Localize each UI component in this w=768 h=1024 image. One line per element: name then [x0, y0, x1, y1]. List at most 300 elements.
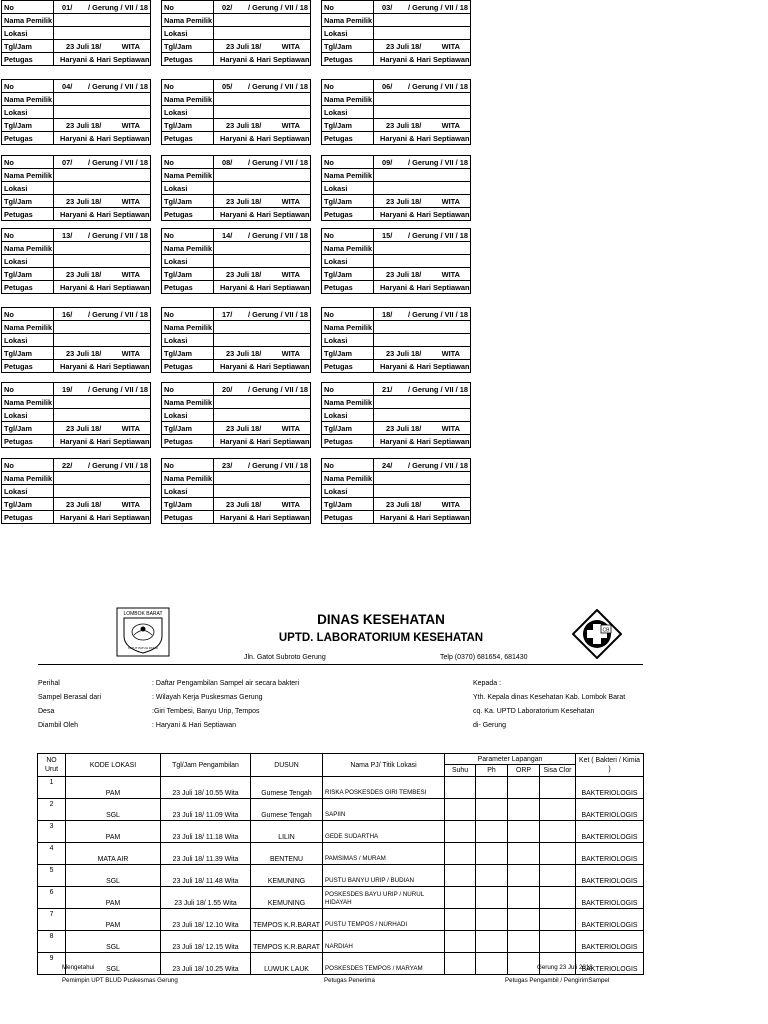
label-key: Tgl/Jam: [2, 268, 54, 281]
label-key: Lokasi: [162, 255, 214, 268]
label-date: 23 Juli 18/: [226, 41, 262, 51]
label-key: Tgl/Jam: [2, 195, 54, 208]
row-no: 2: [38, 799, 66, 821]
label-timezone: WITA: [281, 348, 300, 358]
row-suhu: [445, 843, 476, 865]
label-number-suffix: / Gerung / VII / 18: [88, 384, 148, 394]
label-key: Nama Pemilik: [162, 14, 214, 27]
row-suhu: [445, 865, 476, 887]
row-dusun: TEMPOS K.R.BARAT: [251, 909, 323, 931]
recipient-line: di- Gerung: [473, 722, 507, 729]
label-key: Nama Pemilik: [162, 93, 214, 106]
row-ket: BAKTERIOLOGIS: [576, 777, 644, 799]
col-nama: Nama PJ/ Titik Lokasi: [323, 754, 445, 777]
label-officer: Haryani & Hari Septiawan: [220, 436, 310, 446]
label-officer: Haryani & Hari Septiawan: [60, 282, 150, 292]
label-key: Lokasi: [322, 485, 374, 498]
row-orp: [508, 887, 540, 909]
label-date: 23 Juli 18/: [66, 269, 102, 279]
row-suhu: [445, 777, 476, 799]
label-key: No: [322, 308, 374, 321]
label-key: Nama Pemilik: [322, 93, 374, 106]
row-ket: BAKTERIOLOGIS: [576, 953, 644, 975]
row-kode: PAM: [66, 777, 161, 799]
label-key: Nama Pemilik: [162, 242, 214, 255]
row-tgl: 23 Juli 18/ 10.55 Wita: [161, 777, 251, 799]
label-number-suffix: / Gerung / VII / 18: [248, 2, 308, 12]
label-key: Petugas: [162, 281, 214, 294]
label-timezone: WITA: [121, 499, 140, 509]
label-officer: Haryani & Hari Septiawan: [60, 512, 150, 522]
row-orp: [508, 909, 540, 931]
label-key: Nama Pemilik: [2, 14, 54, 27]
label-timezone: WITA: [121, 196, 140, 206]
row-sisa: [540, 887, 576, 909]
meta-labels: [38, 677, 101, 733]
col-kode: KODE LOKASI: [66, 754, 161, 777]
row-sisa: [540, 931, 576, 953]
label-key: Nama Pemilik: [162, 321, 214, 334]
meta-label: Diambil Oleh: [38, 722, 79, 729]
label-key: No: [322, 383, 374, 396]
row-tgl: 23 Juli 18/ 12.10 Wita: [161, 909, 251, 931]
row-ket: BAKTERIOLOGIS: [576, 799, 644, 821]
label-date: 23 Juli 18/: [386, 269, 422, 279]
table-row: [38, 843, 644, 865]
label-date: 23 Juli 18/: [66, 41, 102, 51]
label-key: Petugas: [2, 208, 54, 221]
label-key: Tgl/Jam: [2, 119, 54, 132]
label-key: Nama Pemilik: [2, 169, 54, 182]
sample-label-card: [321, 307, 471, 373]
row-nama: GEDE SUDARTHA: [323, 821, 445, 843]
label-key: Tgl/Jam: [162, 422, 214, 435]
sample-label-card: [1, 79, 151, 145]
label-key: No: [162, 459, 214, 472]
row-nama: NARDIAH: [323, 931, 445, 953]
label-timezone: WITA: [281, 41, 300, 51]
label-key: Lokasi: [2, 182, 54, 195]
label-number: 16/: [62, 309, 73, 319]
receiver-signature-label: Petugas Penerima: [324, 977, 375, 984]
row-tgl: 23 Juli 18/ 11.18 Wita: [161, 821, 251, 843]
label-number-suffix: / Gerung / VII / 18: [408, 309, 468, 319]
sample-label-card: [161, 0, 311, 66]
label-number: 05/: [222, 81, 233, 91]
label-timezone: WITA: [281, 120, 300, 130]
label-key: No: [2, 156, 54, 169]
row-kode: MATA AIR: [66, 843, 161, 865]
label-key: Petugas: [322, 132, 374, 145]
row-orp: [508, 799, 540, 821]
meta-value: :Giri Tembesi, Banyu Urip, Tempos: [152, 708, 260, 715]
label-date: 23 Juli 18/: [386, 423, 422, 433]
label-key: Tgl/Jam: [322, 347, 374, 360]
sample-label-card: [1, 307, 151, 373]
label-number: 14/: [222, 230, 233, 240]
label-key: Petugas: [2, 435, 54, 448]
row-kode: SGL: [66, 799, 161, 821]
row-dusun: TEMPOS K.R.BARAT: [251, 931, 323, 953]
label-key: Petugas: [2, 360, 54, 373]
label-officer: Haryani & Hari Septiawan: [220, 133, 310, 143]
col-param: Parameter Lapangan: [445, 754, 576, 765]
label-number: 03/: [382, 2, 393, 12]
label-key: Lokasi: [2, 27, 54, 40]
row-suhu: [445, 909, 476, 931]
label-key: Tgl/Jam: [2, 422, 54, 435]
label-number-suffix: / Gerung / VII / 18: [88, 309, 148, 319]
row-sisa: [540, 865, 576, 887]
recipient-block: [473, 677, 625, 733]
row-sisa: [540, 799, 576, 821]
label-officer: Haryani & Hari Septiawan: [60, 361, 150, 371]
label-number-suffix: / Gerung / VII / 18: [408, 230, 468, 240]
row-ket: BAKTERIOLOGIS: [576, 931, 644, 953]
row-dusun: LILIN: [251, 821, 323, 843]
sample-label-card: [1, 382, 151, 448]
label-key: Lokasi: [2, 334, 54, 347]
row-ph: [476, 909, 508, 931]
recipient-line: Yth. Kepala dinas Kesehatan Kab. Lombok Barat: [473, 694, 626, 701]
label-key: Tgl/Jam: [162, 40, 214, 53]
label-key: Nama Pemilik: [2, 396, 54, 409]
label-timezone: WITA: [441, 423, 460, 433]
label-officer: Haryani & Hari Septiawan: [380, 54, 470, 64]
label-key: Lokasi: [322, 106, 374, 119]
label-key: No: [322, 229, 374, 242]
label-timezone: WITA: [441, 120, 460, 130]
label-officer: Haryani & Hari Septiawan: [220, 209, 310, 219]
meta-label: Sampel Berasal dari: [38, 694, 102, 701]
label-timezone: WITA: [281, 423, 300, 433]
label-number-suffix: / Gerung / VII / 18: [408, 460, 468, 470]
row-suhu: [445, 821, 476, 843]
label-key: No: [322, 459, 374, 472]
label-timezone: WITA: [121, 41, 140, 51]
label-key: Nama Pemilik: [322, 169, 374, 182]
label-number: 13/: [62, 230, 73, 240]
label-key: No: [162, 80, 214, 93]
label-key: Petugas: [162, 435, 214, 448]
row-no: 5: [38, 865, 66, 887]
row-tgl: 23 Juli 18/ 11.39 Wita: [161, 843, 251, 865]
label-key: No: [2, 383, 54, 396]
label-key: No: [2, 229, 54, 242]
sample-label-card: [161, 79, 311, 145]
label-number: 23/: [222, 460, 233, 470]
row-kode: PAM: [66, 909, 161, 931]
label-key: Tgl/Jam: [162, 119, 214, 132]
meta-label: Desa: [38, 708, 55, 715]
col-ph: Ph: [476, 765, 508, 777]
label-key: Nama Pemilik: [322, 321, 374, 334]
table-row: [38, 865, 644, 887]
row-no: 1: [38, 777, 66, 799]
label-number-suffix: / Gerung / VII / 18: [248, 81, 308, 91]
label-key: Lokasi: [2, 255, 54, 268]
row-nama: POSKESDES BAYU URIP / NURUL HIDAYAH: [323, 887, 445, 909]
label-key: Lokasi: [322, 255, 374, 268]
label-timezone: WITA: [281, 499, 300, 509]
meta-value: : Wilayah Kerja Puskesmas Gerung: [152, 694, 263, 701]
label-number-suffix: / Gerung / VII / 18: [248, 157, 308, 167]
label-key: No: [2, 308, 54, 321]
label-timezone: WITA: [121, 348, 140, 358]
row-dusun: BENTENU: [251, 843, 323, 865]
label-number-suffix: / Gerung / VII / 18: [408, 384, 468, 394]
label-key: Nama Pemilik: [2, 321, 54, 334]
row-nama: PUSTU TEMPOS / NURHADI: [323, 909, 445, 931]
label-number: 07/: [62, 157, 73, 167]
sample-label-card: [161, 458, 311, 524]
label-key: Tgl/Jam: [162, 498, 214, 511]
row-no: 3: [38, 821, 66, 843]
label-date: 23 Juli 18/: [66, 348, 102, 358]
row-dusun: LUWUK LAUK: [251, 953, 323, 975]
row-no: 8: [38, 931, 66, 953]
header-divider: [38, 664, 643, 665]
label-key: Petugas: [2, 53, 54, 66]
row-suhu: [445, 887, 476, 909]
label-key: Petugas: [162, 360, 214, 373]
recipient-line: cq. Ka. UPTD Laboratorium Kesehatan: [473, 708, 595, 715]
row-kode: PAM: [66, 887, 161, 909]
row-ph: [476, 953, 508, 975]
row-kode: SGL: [66, 931, 161, 953]
label-timezone: WITA: [121, 269, 140, 279]
label-officer: Haryani & Hari Septiawan: [380, 436, 470, 446]
meta-value: : Haryani & Hari Septiawan: [152, 722, 237, 729]
label-key: No: [162, 383, 214, 396]
label-key: No: [162, 156, 214, 169]
label-key: Lokasi: [322, 182, 374, 195]
label-number: 02/: [222, 2, 233, 12]
label-number: 19/: [62, 384, 73, 394]
label-number-suffix: / Gerung / VII / 18: [88, 157, 148, 167]
table-row: [38, 777, 644, 799]
label-key: Tgl/Jam: [322, 498, 374, 511]
logo-motto: PATUT PATUH PATJU: [128, 646, 158, 650]
label-key: Petugas: [322, 360, 374, 373]
label-date: 23 Juli 18/: [226, 423, 262, 433]
label-officer: Haryani & Hari Septiawan: [220, 282, 310, 292]
label-number-suffix: / Gerung / VII / 18: [408, 81, 468, 91]
label-key: No: [2, 1, 54, 14]
label-number: 04/: [62, 81, 73, 91]
letterhead: [116, 607, 646, 662]
label-key: Petugas: [2, 511, 54, 524]
label-key: Petugas: [322, 435, 374, 448]
label-key: Petugas: [162, 511, 214, 524]
row-ph: [476, 931, 508, 953]
label-officer: Haryani & Hari Septiawan: [60, 209, 150, 219]
label-number-suffix: / Gerung / VII / 18: [88, 460, 148, 470]
label-date: 23 Juli 18/: [66, 423, 102, 433]
sample-label-card: [161, 228, 311, 294]
row-orp: [508, 865, 540, 887]
unit-title: UPTD. LABORATORIUM KESEHATAN: [278, 632, 484, 644]
row-suhu: [445, 799, 476, 821]
table-row: [38, 909, 644, 931]
label-key: Lokasi: [162, 409, 214, 422]
row-suhu: [445, 953, 476, 975]
col-suhu: Suhu: [445, 765, 476, 777]
sample-label-card: [321, 155, 471, 221]
label-key: No: [322, 156, 374, 169]
sample-label-card: [321, 228, 471, 294]
row-tgl: 23 Juli 18/ 1.55 Wita: [161, 887, 251, 909]
label-number: 18/: [382, 309, 393, 319]
row-ket: BAKTERIOLOGIS: [576, 887, 644, 909]
label-key: No: [322, 80, 374, 93]
label-number: 17/: [222, 309, 233, 319]
label-officer: Haryani & Hari Septiawan: [60, 133, 150, 143]
sample-label-card: [1, 155, 151, 221]
row-ph: [476, 799, 508, 821]
label-key: Lokasi: [162, 27, 214, 40]
row-kode: SGL: [66, 953, 161, 975]
label-key: Nama Pemilik: [322, 14, 374, 27]
label-key: Lokasi: [322, 409, 374, 422]
agency-title: DINAS KESEHATAN: [317, 612, 445, 627]
address: Jln. Gatot Subroto Gerung: [244, 654, 326, 661]
label-number-suffix: / Gerung / VII / 18: [248, 384, 308, 394]
label-key: Nama Pemilik: [2, 242, 54, 255]
known-label: Mengetahui: [62, 964, 95, 971]
label-number: 15/: [382, 230, 393, 240]
row-no: 4: [38, 843, 66, 865]
label-key: Petugas: [322, 281, 374, 294]
label-key: Nama Pemilik: [322, 242, 374, 255]
label-key: Nama Pemilik: [162, 472, 214, 485]
label-key: No: [322, 1, 374, 14]
label-key: Lokasi: [162, 334, 214, 347]
label-key: Tgl/Jam: [2, 347, 54, 360]
row-ket: BAKTERIOLOGIS: [576, 909, 644, 931]
row-tgl: 23 Juli 18/ 12.15 Wita: [161, 931, 251, 953]
label-officer: Haryani & Hari Septiawan: [380, 361, 470, 371]
label-date: 23 Juli 18/: [386, 41, 422, 51]
label-number-suffix: / Gerung / VII / 18: [88, 230, 148, 240]
sample-label-card: [321, 0, 471, 66]
label-number: 08/: [222, 157, 233, 167]
label-officer: Haryani & Hari Septiawan: [60, 54, 150, 64]
meta-label: Perihal: [38, 680, 60, 687]
label-officer: Haryani & Hari Septiawan: [220, 512, 310, 522]
row-nama: PAMSIMAS / MURAM: [323, 843, 445, 865]
label-key: Petugas: [322, 511, 374, 524]
label-timezone: WITA: [281, 269, 300, 279]
label-key: Nama Pemilik: [162, 169, 214, 182]
label-timezone: WITA: [281, 196, 300, 206]
logo-text: LOMBOK BARAT: [123, 611, 163, 617]
label-key: Lokasi: [322, 334, 374, 347]
label-timezone: WITA: [441, 41, 460, 51]
col-dusun: DUSUN: [251, 754, 323, 777]
sample-label-card: [161, 382, 311, 448]
label-key: Tgl/Jam: [2, 40, 54, 53]
label-timezone: WITA: [441, 269, 460, 279]
label-number: 09/: [382, 157, 393, 167]
row-sisa: [540, 843, 576, 865]
label-timezone: WITA: [121, 120, 140, 130]
sample-label-card: [1, 458, 151, 524]
row-dusun: Gumese Tengah: [251, 799, 323, 821]
label-date: 23 Juli 18/: [386, 499, 422, 509]
recipient-line: Kepada :: [473, 680, 502, 687]
label-key: Tgl/Jam: [162, 268, 214, 281]
label-officer: Haryani & Hari Septiawan: [220, 54, 310, 64]
label-number-suffix: / Gerung / VII / 18: [248, 230, 308, 240]
label-key: Petugas: [162, 208, 214, 221]
row-tgl: 23 Juli 18/ 10.25 Wita: [161, 953, 251, 975]
row-ket: BAKTERIOLOGIS: [576, 865, 644, 887]
row-sisa: [540, 821, 576, 843]
label-date: 23 Juli 18/: [226, 196, 262, 206]
label-date: 23 Juli 18/: [226, 269, 262, 279]
label-number: 06/: [382, 81, 393, 91]
row-ph: [476, 865, 508, 887]
row-no: 7: [38, 909, 66, 931]
label-key: Lokasi: [322, 27, 374, 40]
label-key: Lokasi: [2, 409, 54, 422]
label-key: Petugas: [322, 53, 374, 66]
label-officer: Haryani & Hari Septiawan: [380, 209, 470, 219]
label-number-suffix: / Gerung / VII / 18: [248, 309, 308, 319]
row-orp: [508, 821, 540, 843]
row-kode: PAM: [66, 821, 161, 843]
row-no: 6: [38, 887, 66, 909]
label-key: Petugas: [2, 281, 54, 294]
label-date: 23 Juli 18/: [226, 348, 262, 358]
label-date: 23 Juli 18/: [66, 196, 102, 206]
label-date: 23 Juli 18/: [226, 120, 262, 130]
sample-label-card: [1, 0, 151, 66]
health-cross-logo: [572, 609, 622, 659]
label-date: 23 Juli 18/: [66, 499, 102, 509]
sample-label-card: [1, 228, 151, 294]
label-key: No: [162, 229, 214, 242]
label-key: Tgl/Jam: [2, 498, 54, 511]
label-number-suffix: / Gerung / VII / 18: [408, 157, 468, 167]
label-key: Tgl/Jam: [322, 195, 374, 208]
label-key: Nama Pemilik: [2, 93, 54, 106]
label-officer: Haryani & Hari Septiawan: [60, 436, 150, 446]
label-number: 24/: [382, 460, 393, 470]
label-officer: Haryani & Hari Septiawan: [220, 361, 310, 371]
label-key: No: [2, 459, 54, 472]
row-sisa: [540, 777, 576, 799]
row-ph: [476, 843, 508, 865]
row-orp: [508, 843, 540, 865]
label-officer: Haryani & Hari Septiawan: [380, 282, 470, 292]
row-ph: [476, 777, 508, 799]
col-sisa: Sisa Clor: [540, 765, 576, 777]
sample-label-card: [161, 155, 311, 221]
label-timezone: WITA: [441, 499, 460, 509]
row-kode: SGL: [66, 865, 161, 887]
label-number: 01/: [62, 2, 73, 12]
label-number: 22/: [62, 460, 73, 470]
row-nama: PUSTU BANYU URIP / BUDIAN: [323, 865, 445, 887]
label-timezone: WITA: [441, 196, 460, 206]
label-number-suffix: / Gerung / VII / 18: [248, 460, 308, 470]
label-key: Lokasi: [162, 485, 214, 498]
row-tgl: 23 Juli 18/ 11.48 Wita: [161, 865, 251, 887]
label-key: No: [162, 308, 214, 321]
label-key: Petugas: [2, 132, 54, 145]
